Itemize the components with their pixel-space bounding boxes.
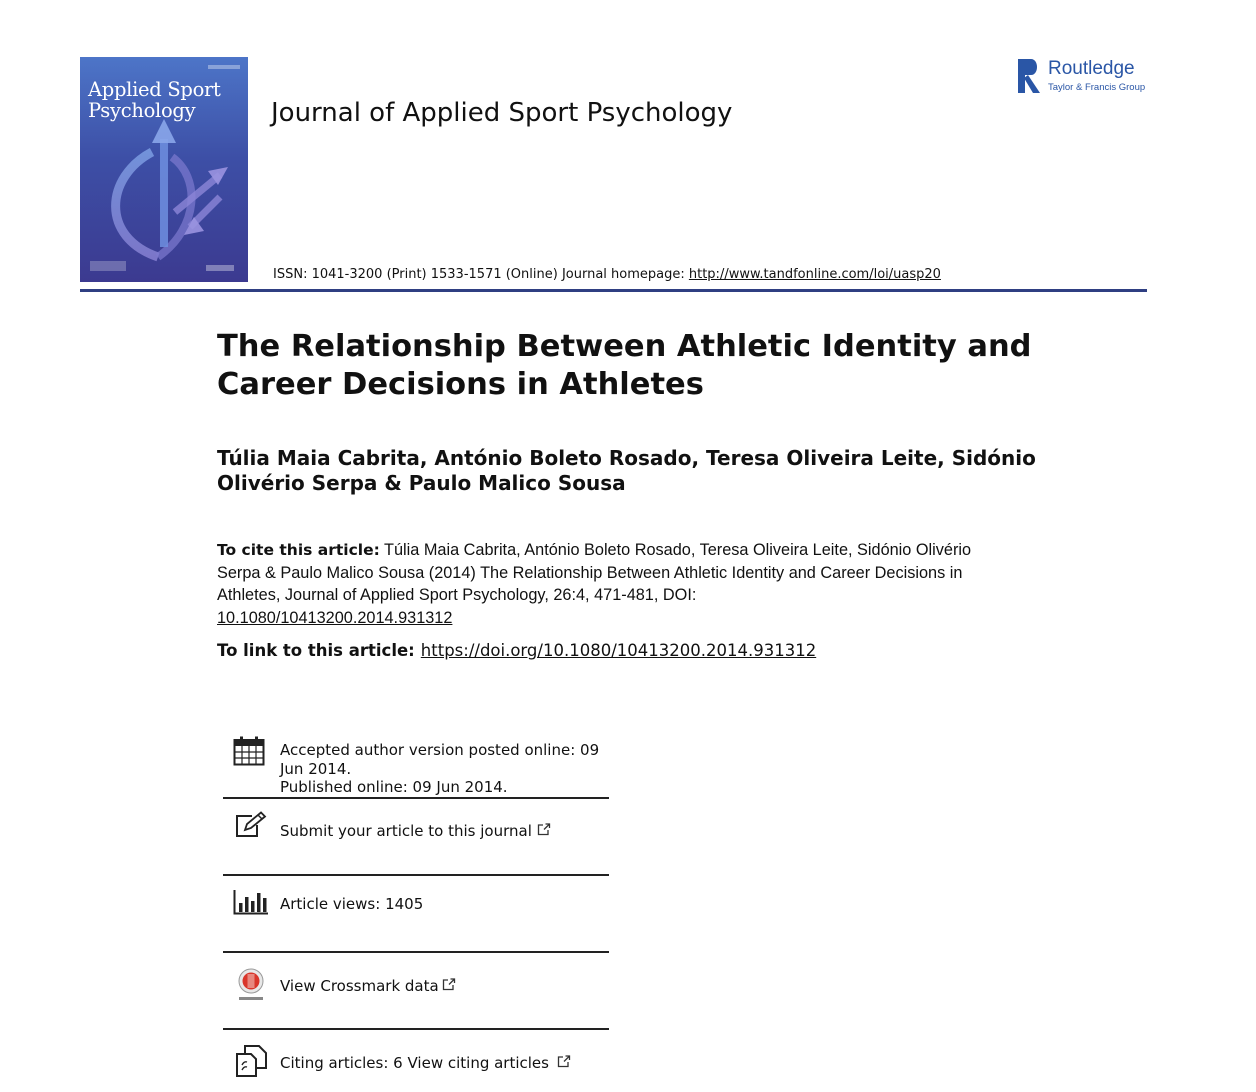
meta-divider [223,797,609,799]
cover-title [88,79,248,121]
external-link-icon [557,1055,571,1068]
citing-articles-icon [234,1044,268,1078]
edit-icon [234,811,268,839]
submit-article-link[interactable] [280,822,551,841]
external-link-icon [537,823,551,836]
article-views: Article views: 1405 [280,895,424,913]
publisher-group: Taylor & Francis Group [1048,82,1146,93]
published-date: Published online: 09 Jun 2014. [280,778,508,796]
cover-title-line1: Applied Sport [88,78,221,101]
citation-lead: To cite this article: [217,541,380,559]
accepted-line2: Jun 2014. [280,759,352,778]
article-authors: Túlia Maia Cabrita, António Boleto Rosado, Teresa Oliveira Leite, Sidónio Olivério Serpa & Paulo Malico Sousa [217,446,1036,495]
publication-dates [280,741,599,797]
meta-divider [223,874,609,876]
header-divider [80,289,1147,292]
journal-homepage-link[interactable]: http://www.tandfonline.com/loi/uasp20 [688,267,941,282]
issn-text: ISSN: 1041-3200 (Print) 1533-1571 (Online) Journal homepage: [273,267,689,282]
citation-block [217,539,997,629]
publisher-name: Routledge [1048,58,1135,79]
routledge-r-icon [1016,58,1042,94]
bar-chart-icon [233,889,269,915]
issn-line [273,267,941,282]
link-lead: To link to this article: [217,641,415,660]
external-link-icon [442,978,456,991]
citation-doi[interactable]: 10.1080/10413200.2014.931312 [217,608,453,627]
citing-articles-label: Citing articles: 6 View citing articles [280,1054,549,1072]
crossmark-icon [235,968,267,1004]
accepted-line1: Accepted author version posted online: 09 [280,741,600,759]
crossmark-label: View Crossmark data [280,977,439,995]
meta-divider [223,951,609,953]
article-title: The Relationship Between Athletic Identity and Career Decisions in Athletes [217,329,1032,402]
submit-article-label: Submit your article to this journal [280,822,532,840]
journal-title: Journal of Applied Sport Psychology [271,98,733,128]
article-link-line [217,641,816,660]
calendar-icon [233,736,265,766]
article-doi-link[interactable]: https://doi.org/10.1080/10413200.2014.931312 [420,641,817,660]
meta-divider [223,1028,609,1030]
cover-title-line2: Psychology [88,99,196,122]
crossmark-link[interactable] [280,977,456,996]
journal-cover [80,57,248,282]
citation-text: Túlia Maia Cabrita, António Boleto Rosado, Teresa Oliveira Leite, Sidónio Olivério Serpa & Paulo Malico Sousa (2014) The Relationship Between Athletic Identity and Career Decisions in Athletes, Journal of Applied Sport Psychology, 26:4, 471-481, DOI: [217,541,972,604]
citing-articles-link[interactable] [280,1054,571,1073]
